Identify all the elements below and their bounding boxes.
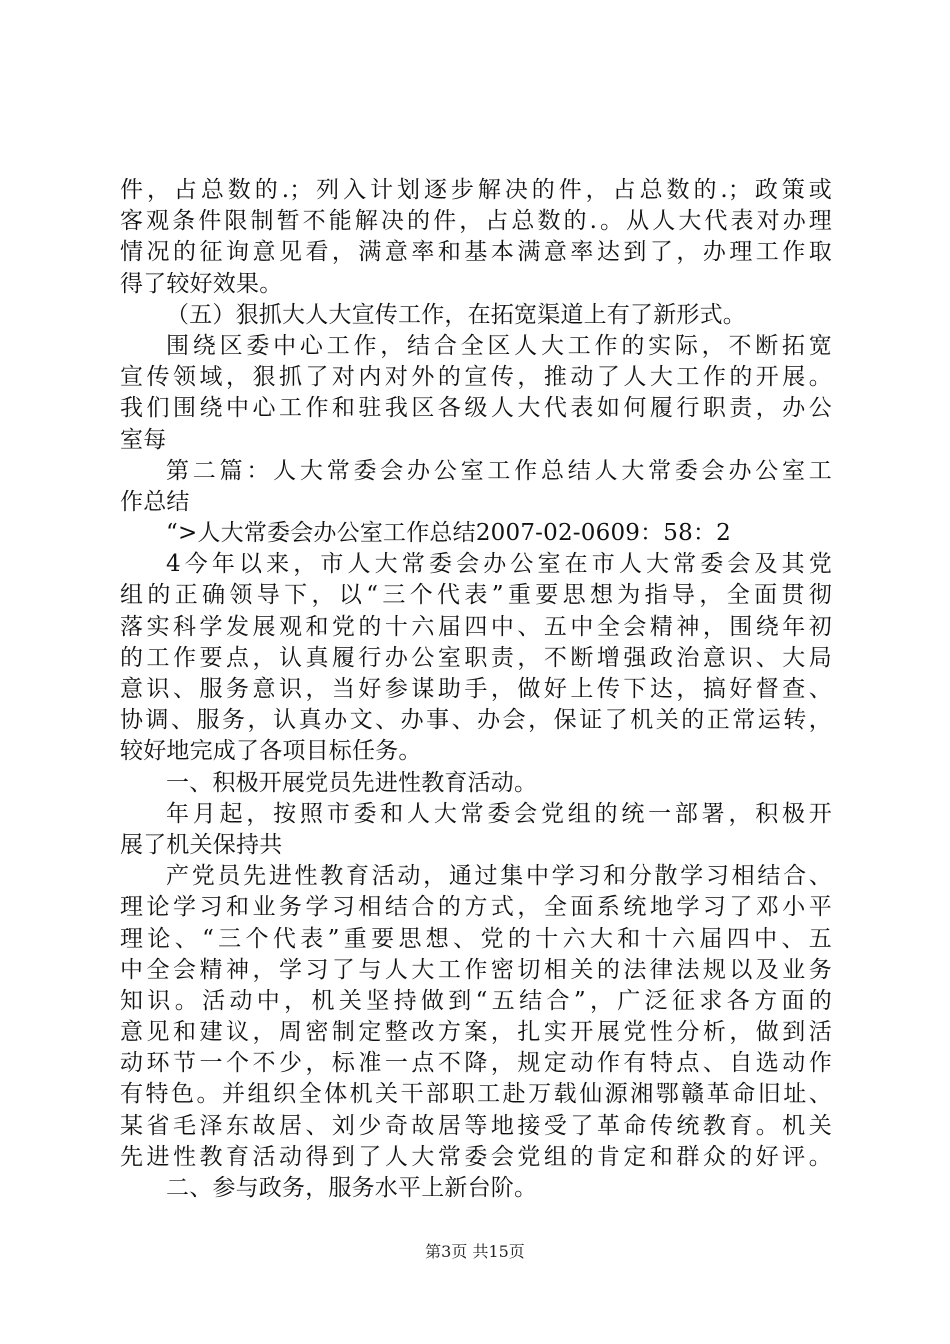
text-line: 件，占总数的.；列入计划逐步解决的件，占总数的.；政策或 <box>120 177 832 203</box>
text-line: 动环节一个不少，标准一点不降，规定动作有特点、自选动作 <box>120 1050 832 1077</box>
text-line: 先进性教育活动得到了人大常委会党组的肯定和群众的好评。 <box>120 1143 832 1170</box>
text-line: 理论、“三个代表”重要思想、党的十六大和十六届四中、五 <box>120 925 832 952</box>
text-line: 客观条件限制暂不能解决的件，占总数的.。从人大代表对办理 <box>120 208 832 235</box>
text-line: 室每 <box>120 426 167 453</box>
text-line: 展了机关保持共 <box>120 831 283 858</box>
text-line: “>人大常委会办公室工作总结2007-02-0609：58：2 <box>166 520 732 547</box>
text-line: 较好地完成了各项目标任务。 <box>120 738 422 765</box>
text-line: 知识。活动中，机关坚持做到“五结合”，广泛征求各方面的 <box>120 987 832 1014</box>
text-line: 有特色。并组织全体机关干部职工赴万载仙源湘鄂赣革命旧址、 <box>120 1081 832 1108</box>
text-line: 年月起，按照市委和人大常委会党组的统一部署，积极开 <box>166 800 832 827</box>
text-line: 组的正确领导下，以“三个代表”重要思想为指导，全面贯彻 <box>120 582 832 609</box>
page-number: 第3页 共15页 <box>425 1242 525 1261</box>
text-line: 落实科学发展观和党的十六届四中、五中全会精神，围绕年初 <box>120 613 832 640</box>
text-line: 4今年以来，市人大常委会办公室在市人大常委会及其党 <box>166 551 832 578</box>
text-line: 某省毛泽东故居、刘少奇故居等地接受了革命传统教育。机关 <box>120 1112 832 1139</box>
text-line: 宣传领域，狠抓了对内对外的宣传，推动了人大工作的开展。 <box>120 364 832 391</box>
text-line: 的工作要点，认真履行办公室职责，不断增强政治意识、大局 <box>120 644 832 671</box>
text-line: 意识、服务意识，当好参谋助手，做好上传下达，搞好督查、 <box>120 676 832 702</box>
text-line: 中全会精神，学习了与人大工作密切相关的法律法规以及业务 <box>120 956 832 983</box>
text-line: 我们围绕中心工作和驻我区各级人大代表如何履行职责，办公 <box>120 395 832 422</box>
text-line: 得了较好效果。 <box>120 270 283 297</box>
section-heading: 一、积极开展党员先进性教育活动。 <box>166 769 538 796</box>
section-heading: （五）狠抓大人大宣传工作，在拓宽渠道上有了新形式。 <box>166 301 746 328</box>
text-line: 意见和建议，周密制定整改方案，扎实开展党性分析，做到活 <box>120 1019 832 1046</box>
text-line: 协调、服务，认真办文、办事、办会，保证了机关的正常运转， <box>120 707 832 734</box>
text-line: 围绕区委中心工作，结合全区人大工作的实际，不断拓宽 <box>166 332 832 359</box>
document-body <box>120 175 832 1204</box>
text-line: 理论学习和业务学习相结合的方式，全面系统地学习了邓小平 <box>120 894 832 921</box>
section-heading: 二、参与政务，服务水平上新台阶。 <box>166 1175 538 1201</box>
chapter-heading: 作总结 <box>120 488 190 515</box>
text-line: 产党员先进性教育活动，通过集中学习和分散学习相结合、 <box>166 863 832 890</box>
text-line: 情况的征询意见看，满意率和基本满意率达到了，办理工作取 <box>120 239 832 266</box>
chapter-heading: 第二篇：人大常委会办公室工作总结人大常委会办公室工 <box>166 457 832 484</box>
